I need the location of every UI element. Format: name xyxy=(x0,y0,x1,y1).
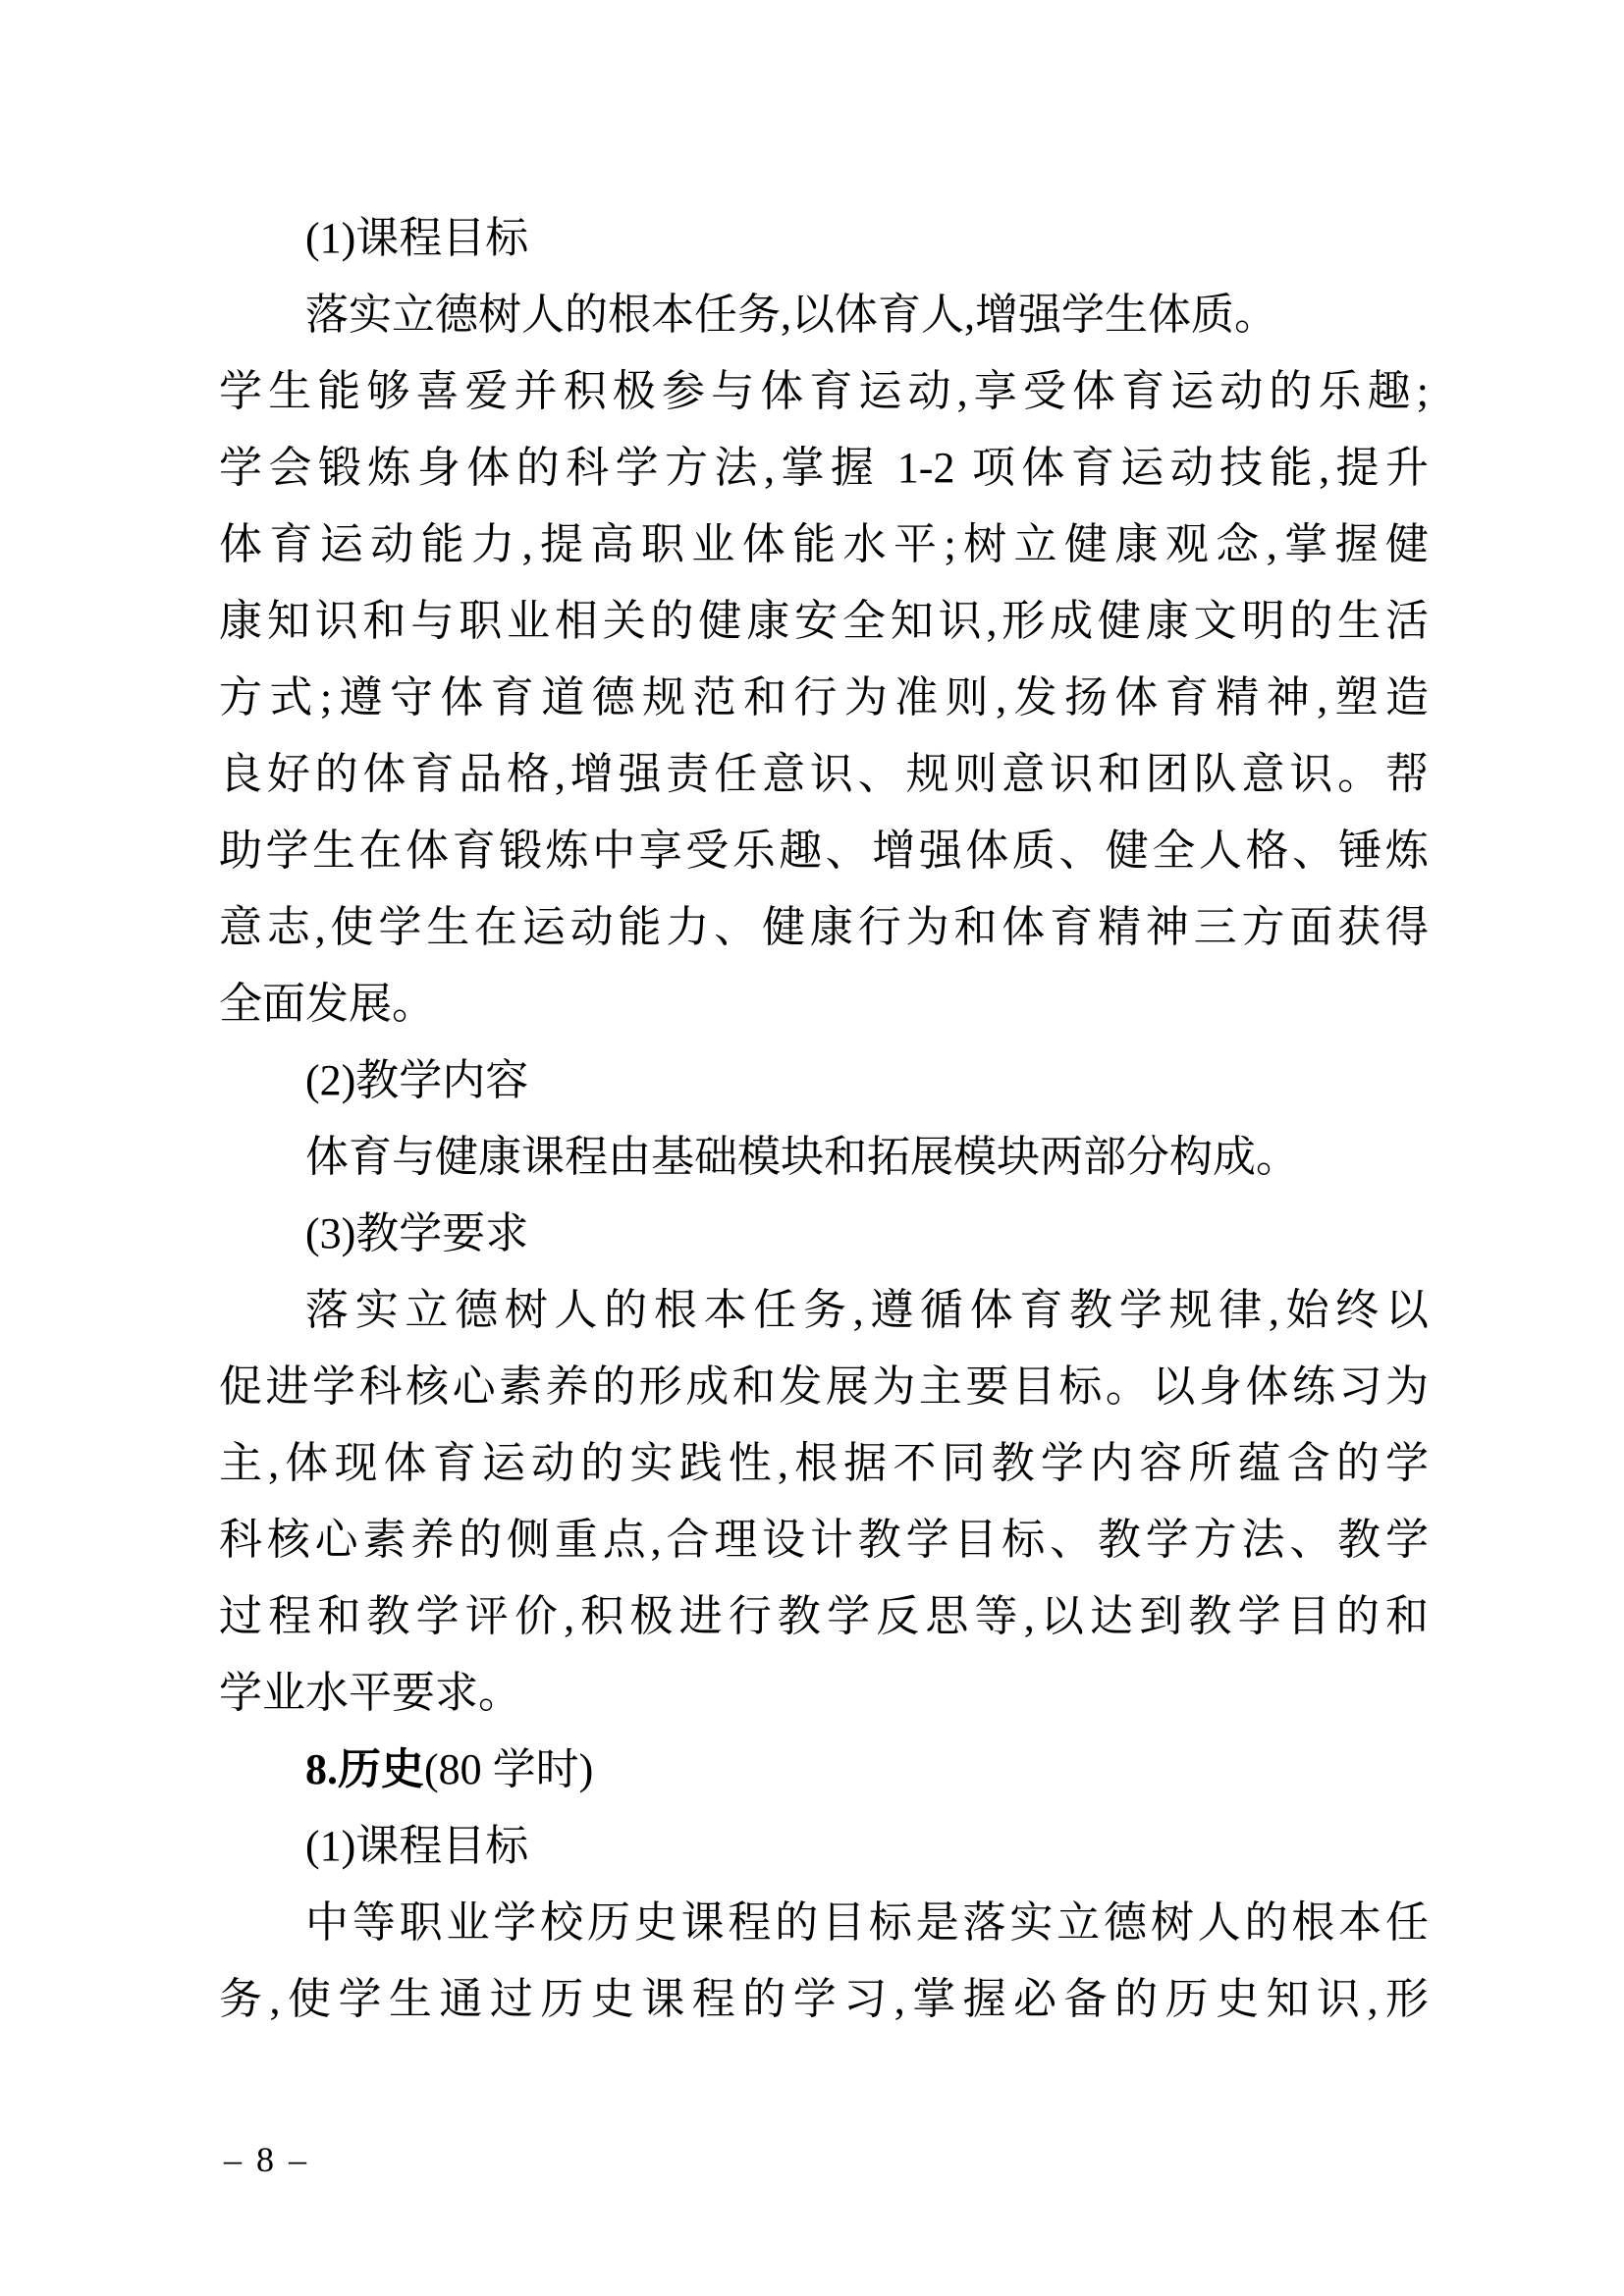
body-text-line: 康知识和与职业相关的健康安全知识,形成健康文明的生活 xyxy=(219,597,1429,645)
subsection-heading-teaching-requirements: (3)教学要求 xyxy=(305,1209,529,1257)
body-text-line: 过程和教学评价,积极进行教学反思等,以达到教学目的和 xyxy=(219,1592,1429,1640)
body-text-line: 方式;遵守体育道德规范和行为准则,发扬体育精神,塑造 xyxy=(219,673,1429,721)
body-text-line: 科核心素养的侧重点,合理设计教学目标、教学方法、教学 xyxy=(219,1516,1429,1564)
body-text-line: 学生能够喜爱并积极参与体育运动,享受体育运动的乐趣; xyxy=(219,367,1429,415)
body-text-line: 落实立德树人的根本任务,遵循体育教学规律,始终以 xyxy=(305,1286,1429,1334)
subsection-heading-course-objectives: (1)课程目标 xyxy=(305,1822,529,1870)
section-heading-history-title: 8.历史 xyxy=(305,1745,424,1793)
body-text-line: 助学生在体育锻炼中享受乐趣、增强体质、健全人格、锤炼 xyxy=(219,827,1429,875)
section-heading-history xyxy=(219,1732,1429,1808)
body-text-line: 体育运动能力,提高职业体能水平;树立健康观念,掌握健 xyxy=(219,520,1429,568)
body-text-line: 全面发展。 xyxy=(219,980,435,1028)
body-text-line: 良好的体育品格,增强责任意识、规则意识和团队意识。帮 xyxy=(219,750,1429,798)
body-text-line: 学业水平要求。 xyxy=(219,1669,521,1717)
body-text-line: 学会锻炼身体的科学方法,掌握 1-2 项体育运动技能,提升 xyxy=(219,444,1429,492)
section-heading-history-hours: (80 学时) xyxy=(424,1745,594,1793)
page-number: – 8 – xyxy=(224,2140,309,2179)
body-text-line: 主,体现体育运动的实践性,根据不同教学内容所蕴含的学 xyxy=(219,1439,1429,1487)
page-body xyxy=(219,200,1429,2038)
body-text-line: 意志,使学生在运动能力、健康行为和体育精神三方面获得 xyxy=(219,903,1429,951)
body-text-line: 务,使学生通过历史课程的学习,掌握必备的历史知识,形 xyxy=(219,1975,1429,2023)
body-text-line: 落实立德树人的根本任务,以体育人,增强学生体质。 xyxy=(305,291,1277,339)
subsection-heading-course-objectives: (1)课程目标 xyxy=(305,214,529,262)
body-text-line: 中等职业学校历史课程的目标是落实立德树人的根本任 xyxy=(305,1898,1429,1947)
subsection-heading-teaching-content: (2)教学内容 xyxy=(305,1056,529,1104)
body-text-line: 促进学科核心素养的形成和发展为主要目标。以身体练习为 xyxy=(219,1362,1429,1411)
body-text-line: 体育与健康课程由基础模块和拓展模块两部分构成。 xyxy=(305,1133,1299,1181)
